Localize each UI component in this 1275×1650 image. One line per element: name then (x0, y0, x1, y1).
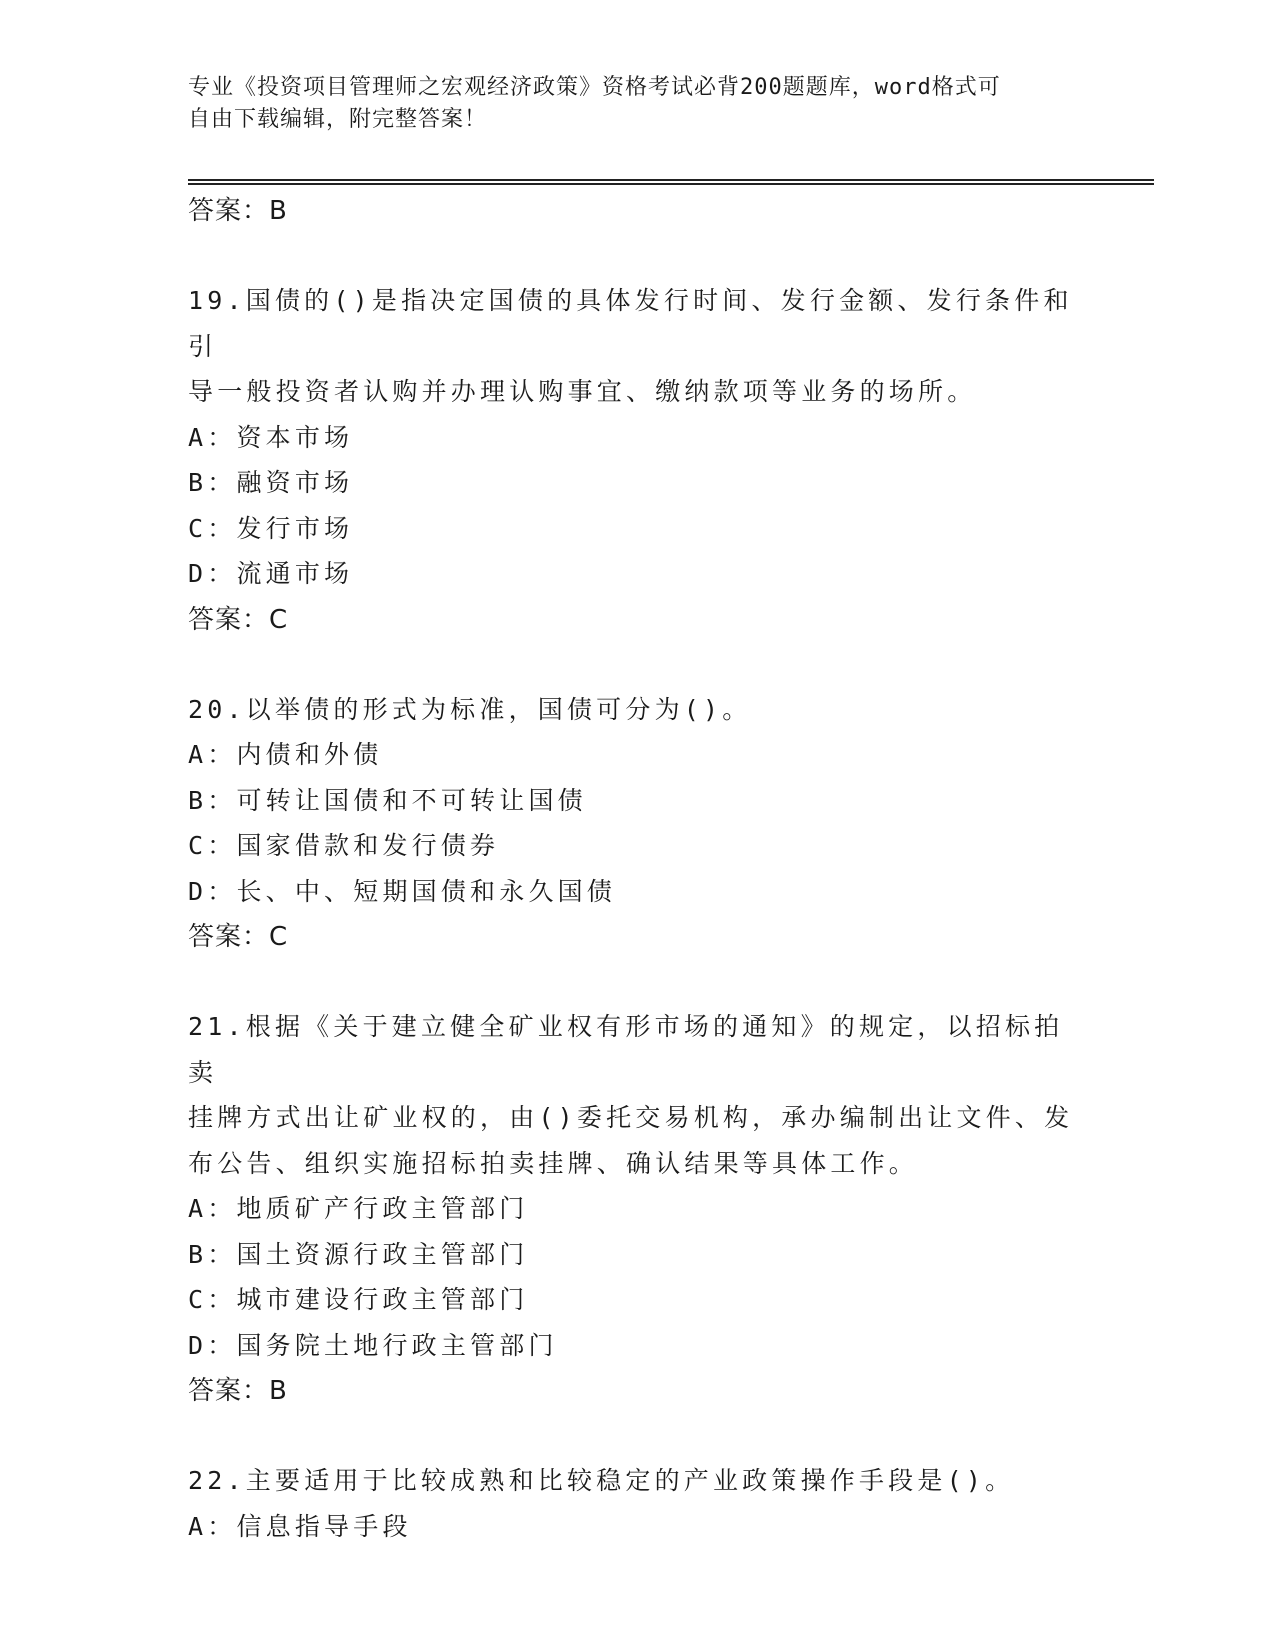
header-line-2: 自由下载编辑，附完整答案！ (188, 107, 488, 132)
header-divider-bottom (188, 183, 1154, 185)
question-line (188, 1004, 1088, 1095)
previous-answer: 答案：B (188, 196, 288, 226)
question-number: 21. (188, 1012, 246, 1041)
question-line (188, 1458, 1088, 1504)
question-19 (188, 278, 1088, 643)
question-21 (188, 1004, 1088, 1414)
question-stem: 以举债的形式为标准，国债可分为()。 (245, 694, 752, 724)
option-d: D：国务院土地行政主管部门 (188, 1330, 558, 1360)
question-line (188, 687, 1088, 733)
option-a: A：信息指导手段 (188, 1511, 412, 1541)
answer: 答案：B (188, 1376, 288, 1406)
answer: 答案：C (188, 922, 289, 952)
question-line: 挂牌方式出让矿业权的，由()委托交易机构，承办编制出让文件、发 (188, 1103, 1074, 1132)
question-line: 布公告、组织实施招标拍卖挂牌、确认结果等具体工作。 (188, 1148, 919, 1178)
option-b: B：融资市场 (188, 468, 354, 497)
page-body (188, 188, 1088, 1549)
question-number: 22. (188, 1466, 246, 1495)
question-text (188, 687, 1088, 733)
header-divider-top (188, 179, 1154, 181)
question-text (188, 1004, 1088, 1186)
question-20 (188, 687, 1088, 961)
option-a: A：资本市场 (188, 422, 354, 452)
option-d: D：长、中、短期国债和永久国债 (188, 876, 617, 906)
option-a: A：地质矿产行政主管部门 (188, 1194, 529, 1223)
option-a: A：内债和外债 (188, 740, 383, 769)
question-text (188, 278, 1088, 415)
question-number: 20. (188, 694, 246, 724)
answer: 答案：C (188, 604, 289, 635)
header-line-1: 专业《投资项目管理师之宏观经济政策》资格考试必背200题题库，word格式可 (188, 75, 1001, 100)
question-22 (188, 1458, 1088, 1549)
question-line: 导一般投资者认购并办理认购事宜、缴纳款项等业务的场所。 (188, 377, 977, 406)
question-stem: 国债的()是指决定国债的具体发行时间、发行金额、发行条件和引 (188, 286, 1073, 361)
option-b: B：国土资源行政主管部门 (188, 1239, 529, 1269)
question-stem: 主要适用于比较成熟和比较稳定的产业政策操作手段是()。 (245, 1466, 1015, 1495)
question-text (188, 1458, 1088, 1504)
question-number: 19. (188, 286, 246, 315)
option-c: C：发行市场 (188, 513, 354, 543)
option-b: B：可转让国债和不可转让国债 (188, 785, 587, 815)
option-d: D：流通市场 (188, 559, 354, 588)
question-stem: 根据《关于建立健全矿业权有形市场的通知》的规定，以招标拍卖 (188, 1012, 1064, 1087)
option-c: C：城市建设行政主管部门 (188, 1285, 529, 1314)
question-line (188, 278, 1088, 369)
option-c: C：国家借款和发行债券 (188, 831, 500, 860)
document-header (188, 72, 1088, 136)
